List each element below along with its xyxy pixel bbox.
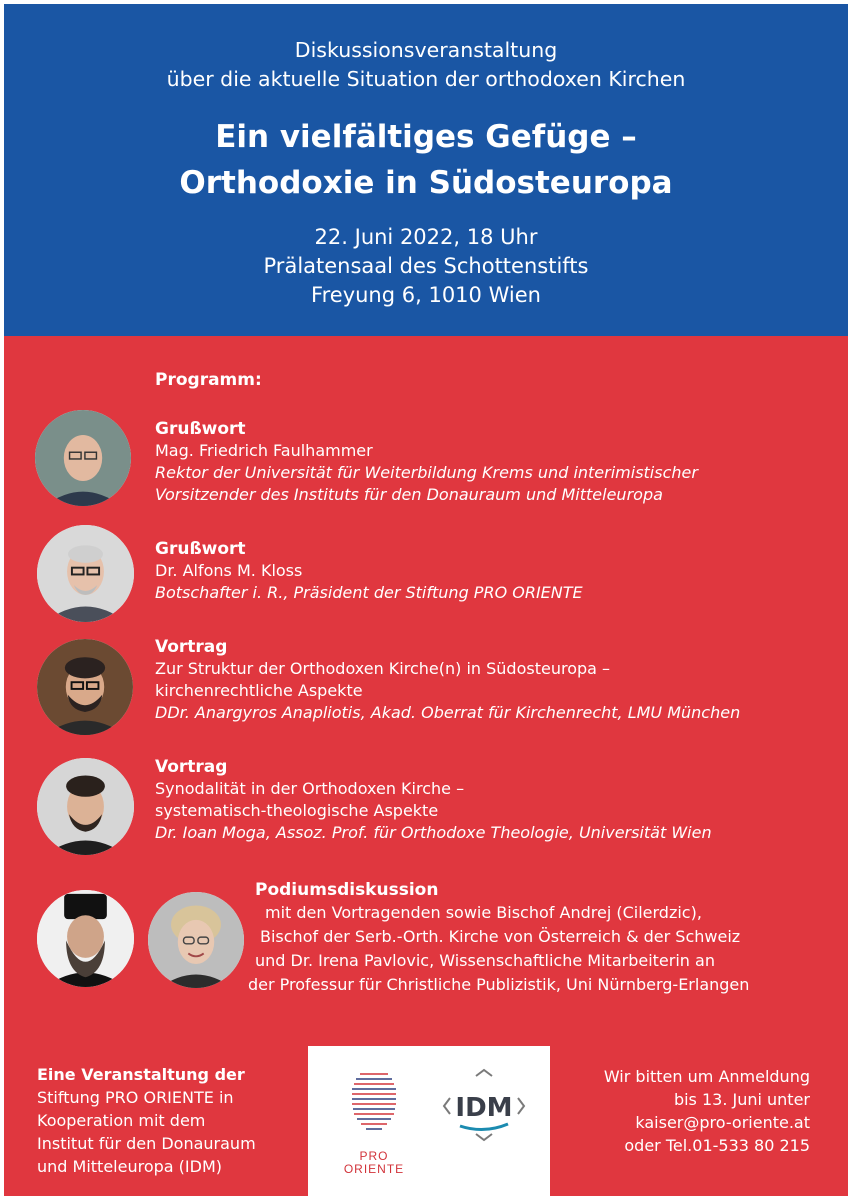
person-portrait-icon xyxy=(37,525,134,622)
pro-oriente-logo xyxy=(308,1046,550,1196)
registration-info xyxy=(604,1065,810,1157)
person-portrait-icon xyxy=(37,758,134,855)
registration-email[interactable]: kaiser@pro-oriente.at xyxy=(635,1113,810,1132)
item-kind: Vortrag xyxy=(155,637,228,657)
subtitle-line: über die aktuelle Situation der orthodoxen Kirchen xyxy=(166,67,686,91)
event-address: Freyung 6, 1010 Wien xyxy=(311,283,541,307)
item-kind: Grußwort xyxy=(155,419,246,439)
speaker-photo-anapliotis xyxy=(37,639,133,735)
podium-line: der Professur für Christliche Publizistik, Uni Nürnberg-Erlangen xyxy=(248,975,750,994)
registration-line: bis 13. Juni unter xyxy=(673,1090,810,1109)
item-topic: Synodalität in der Orthodoxen Kirche – xyxy=(155,779,465,798)
item-speaker: DDr. Anargyros Anapliotis, Akad. Oberrat für Kirchenrecht, LMU München xyxy=(155,703,741,722)
item-role: Rektor der Universität für Weiterbildung Krems und interimistischer xyxy=(155,463,698,482)
subtitle-line: Diskussionsveranstaltung xyxy=(294,38,558,62)
idm-logo-text: IDM xyxy=(455,1093,513,1123)
person-portrait-icon xyxy=(37,890,134,987)
item-speaker-name: Dr. Alfons M. Kloss xyxy=(155,561,303,580)
event-date: 22. Juni 2022, 18 Uhr xyxy=(314,225,538,249)
organizer-line: und Mitteleuropa (IDM) xyxy=(37,1157,222,1176)
pro-oriente-logo-text: PRO xyxy=(359,1149,389,1163)
podium-kind: Podiumsdiskussion xyxy=(255,880,439,900)
item-role: Botschafter i. R., Präsident der Stiftung PRO ORIENTE xyxy=(155,583,583,602)
podium-discussion xyxy=(240,879,830,997)
program-heading: Programm: xyxy=(155,370,262,390)
item-speaker: Dr. Ioan Moga, Assoz. Prof. für Orthodoxe Theologie, Universität Wien xyxy=(155,823,712,842)
organizer-info xyxy=(37,1063,256,1178)
program-item-3 xyxy=(155,636,740,724)
person-portrait-icon xyxy=(148,892,244,988)
organizer-line: Institut für den Donauraum xyxy=(37,1134,256,1153)
item-kind: Vortrag xyxy=(155,757,228,777)
event-title xyxy=(4,114,848,206)
speaker-photo-kloss xyxy=(37,525,134,622)
item-role: Vorsitzender des Instituts für den Donauraum und Mitteleuropa xyxy=(155,485,663,504)
event-venue: Prälatensaal des Schottenstifts xyxy=(263,254,589,278)
registration-line: Wir bitten um Anmeldung xyxy=(603,1067,810,1086)
podium-line: mit den Vortragenden sowie Bischof Andrej (Cilerdzic), xyxy=(265,903,702,922)
speaker-photo-faulhammer xyxy=(35,410,131,506)
event-details xyxy=(4,223,848,310)
person-portrait-icon xyxy=(35,410,131,506)
organizer-line: Stiftung PRO ORIENTE in xyxy=(37,1088,234,1107)
podium-line: Bischof der Serb.-Orth. Kirche von Österreich & der Schweiz xyxy=(260,927,741,946)
panelist-photo-pavlovic xyxy=(148,892,244,988)
organizer-line: Kooperation mit dem xyxy=(37,1111,206,1130)
title-line: Orthodoxie in Südosteuropa xyxy=(179,165,673,201)
partner-logos xyxy=(308,1046,550,1196)
podium-line: und Dr. Irena Pavlovic, Wissenschaftliche Mitarbeiterin an xyxy=(255,951,715,970)
title-line: Ein vielfältiges Gefüge – xyxy=(215,119,637,155)
program-item-1 xyxy=(155,418,698,506)
pro-oriente-logo-text: ORIENTE xyxy=(343,1162,405,1176)
event-subtitle xyxy=(4,36,848,94)
person-portrait-icon xyxy=(37,639,133,735)
program-item-2 xyxy=(155,538,583,604)
item-kind: Grußwort xyxy=(155,539,246,559)
registration-phone: oder Tel.01-533 80 215 xyxy=(624,1136,810,1155)
item-topic: systematisch-theologische Aspekte xyxy=(155,801,439,820)
panelist-photo-bishop-andrej xyxy=(37,890,134,987)
item-speaker-name: Mag. Friedrich Faulhammer xyxy=(155,441,373,460)
idm-logo xyxy=(444,1070,524,1140)
speaker-photo-moga xyxy=(37,758,134,855)
organizer-heading: Eine Veranstaltung der xyxy=(37,1065,245,1084)
item-topic: kirchenrechtliche Aspekte xyxy=(155,681,363,700)
item-topic: Zur Struktur der Orthodoxen Kirche(n) in Südosteuropa – xyxy=(155,659,611,678)
program-item-4 xyxy=(155,756,712,844)
